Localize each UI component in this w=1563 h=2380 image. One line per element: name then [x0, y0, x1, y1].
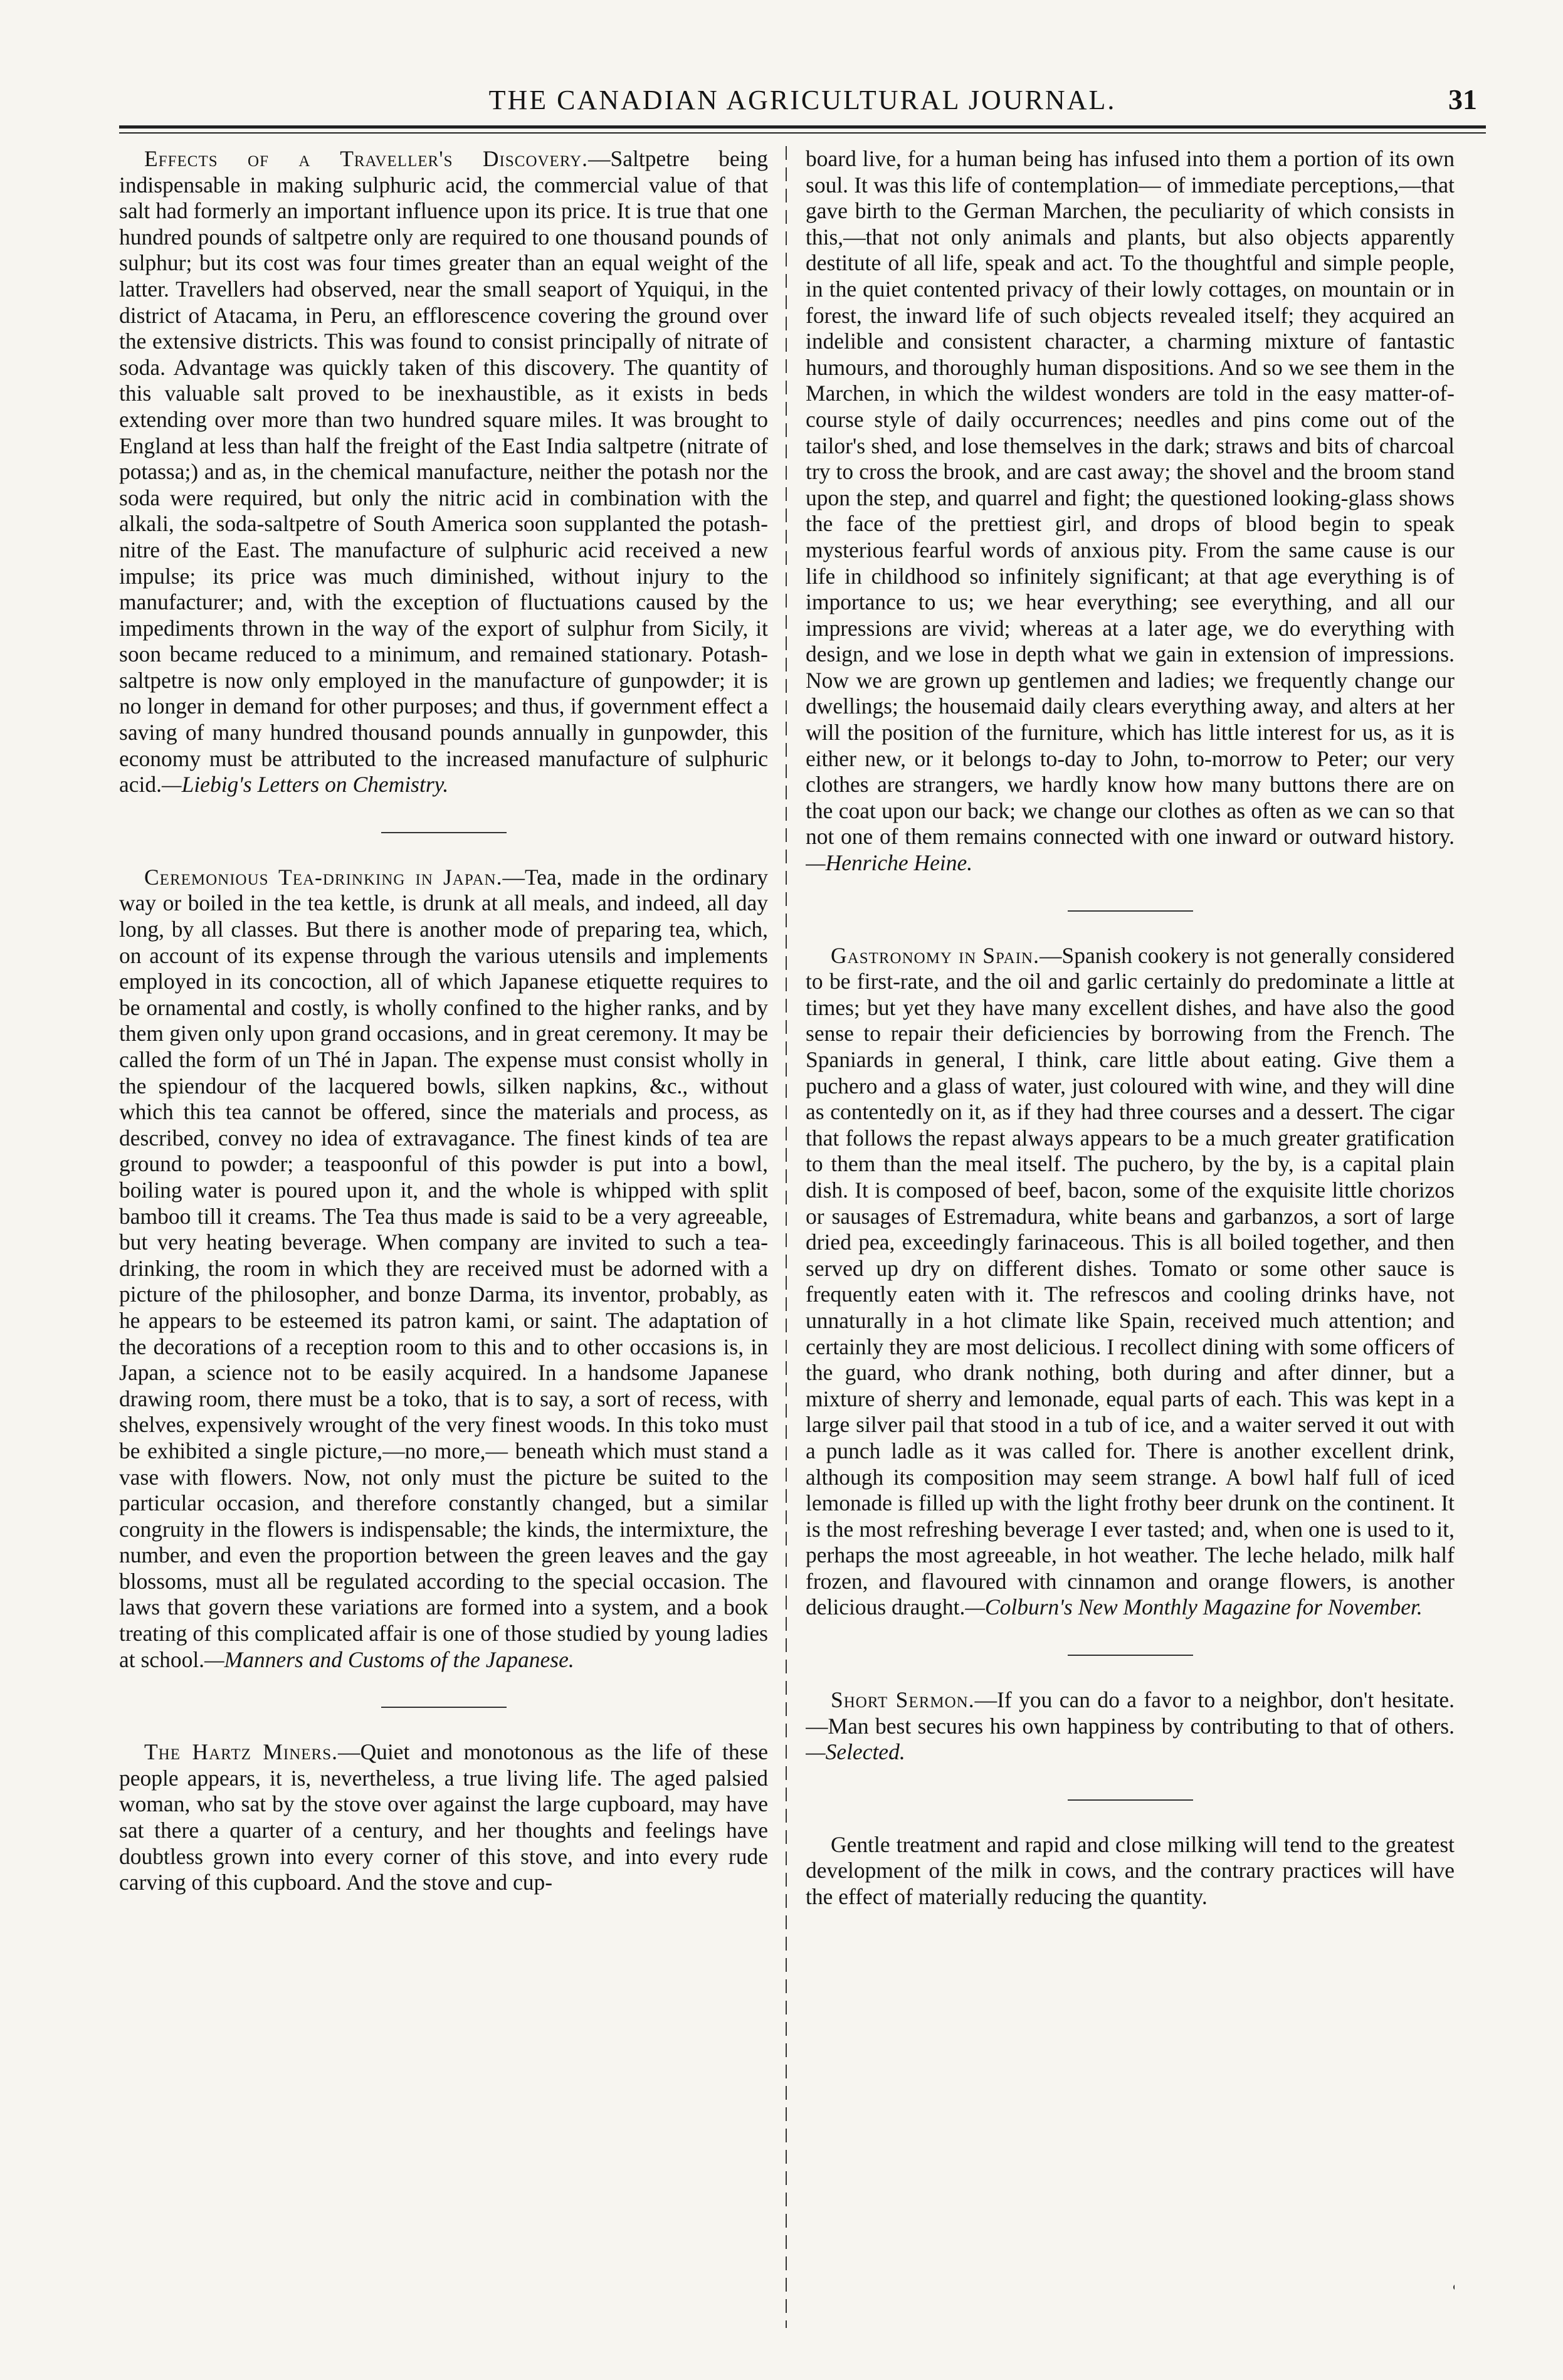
article-short-sermon	[806, 1687, 1455, 1766]
article-separator	[1068, 1655, 1193, 1656]
article-heading: Short Sermon.	[831, 1687, 975, 1713]
article-tea-drinking-japan	[119, 865, 768, 1673]
article-gastronomy-spain	[806, 943, 1455, 1621]
article-separator	[1068, 1799, 1193, 1801]
article-body: —Quiet and monotonous as the life of these people appears, it is, nevertheless, a true living life. The aged palsied woman, who sat by the stove over against the large cupboard, may have sat there a quarter of a century, and her thoughts and feelings have doubtless grown into every corner of this stove, and into every rude carving of this cupboard. And the stove and cup-	[119, 1739, 768, 1895]
header-rule-thin	[119, 132, 1486, 134]
running-title: THE CANADIAN AGRICULTURAL JOURNAL.	[488, 85, 1117, 115]
article-source: —Liebig's Letters on Chemistry.	[162, 772, 449, 798]
article-heading: Effects of a Traveller's Discovery.	[144, 146, 589, 171]
header-rule-thick	[119, 125, 1486, 129]
column-divider	[786, 146, 787, 2328]
article-separator	[1068, 910, 1193, 912]
article-separator	[381, 1707, 507, 1708]
article-heading: Ceremonious Tea-drinking in Japan.	[144, 864, 503, 890]
article-source: —Colburn's New Monthly Magazine for November.	[965, 1594, 1423, 1620]
article-source: —Manners and Customs of the Japanese.	[204, 1646, 574, 1672]
article-effects-travellers-discovery	[119, 146, 768, 798]
article-hartz-miners	[119, 1739, 768, 1896]
article-body: —Saltpetre being indispensable in making sulphuric acid, the commercial value of that salt had formerly an important influence upon its price. It is true that one hundred pounds of saltpetre only are required to one thousand pounds of sulphur; but its cost was four times greater than an equal weight of the latter. Travellers had observed, near the small seaport of Yquiqui, in the district of Atacama, in Peru, an efflorescence covering the ground over the extensive districts. This was found to consist principally of nitrate of soda. Advantage was quickly taken of this discovery. The quantity of this valuable salt proved to be inexhaustible, as it exists in beds extending over more than two hundred square miles. It was brought to England at less than half the freight of the East India saltpetre (nitrate of potassa;) and as, in the chemical manufacture, neither the potash nor the soda were required, but only the nitric acid in combination with the alkali, the soda-saltpetre of South America soon supplanted the potash-nitre of the East. The manufacture of sulphuric acid received a new impulse; its price was much diminished, without injury to the manufacturer; and, with the exception of fluctuations caused by the impediments thrown in the way of the export of sulphur from Sicily, it soon became reduced to a minimum, and remained stationary. Potash-saltpetre is now only employed in the manufacture of gunpowder; it is no longer in demand for other purposes; and thus, if government effect a saving of many hundred thousand pounds annually in gunpowder, this economy must be attributed to the increased manufacture of sulphuric acid.	[119, 146, 768, 798]
right-column	[806, 146, 1455, 2328]
page-number: 31	[1448, 83, 1477, 115]
article-milking-note	[806, 1832, 1455, 1910]
article-source: —Henriche Heine.	[806, 850, 973, 876]
page-header	[119, 63, 1486, 125]
article-separator	[381, 832, 507, 833]
article-source: —Selected.	[806, 1739, 905, 1765]
left-column	[119, 146, 768, 2328]
margin-dot	[1453, 2284, 1455, 2290]
article-heading: Gastronomy in Spain.	[831, 942, 1039, 968]
article-body: board live, for a human being has infused into them a portion of its own soul. It was this life of contemplation— of immediate perceptions,—that gave birth to the German Marchen, the peculiarity of which consists in this,—that not only animals and plants, but also objects apparently destitute of all life, speak and act. To the thoughtful and simple people, in the quiet contented privacy of their lowly cottages, on mountain or in forest, the inward life of such objects revealed itself; they acquired an indelible and consistent character, a charming mixture of fantastic humours, and thoroughly human dispositions. And so we see them in the Marchen, in which the wildest wonders are told in the easy matter-of-course style of daily occurrences; needles and pins come out of the tailor's shed, and lose themselves in the dark; straws and bits of charcoal try to cross the brook, and are cast away; the shovel and the broom stand upon the step, and quarrel and fight; the questioned looking-glass shows the face of the prettiest girl, and drops of blood begin to speak mysterious fearful words of anxious pity. From the same cause is our life in childhood so infinitely significant; at that age everything is of importance to us; we hear everything; see everything, and all our impressions are vivid; whereas at a later age, we do everything with design, and we lose in depth what we gain in extension of impressions. Now we are grown up gentlemen and ladies; we frequently change our dwellings; the housemaid daily clears everything away, and alters at her will the position of the furniture, which has little interest for us, as it is either new, or it belongs to-day to John, to-morrow to Peter; our very clothes are strangers, we hardly know how many buttons there are on the coat upon our back; we change our clothes as often as we can so that not one of them remains connected with one inward or outward history.	[806, 146, 1455, 850]
article-hartz-miners-continued	[806, 146, 1455, 877]
article-body: Gentle treatment and rapid and close milking will tend to the greatest development of the milk in cows, and the contrary practices will have the effect of materially reducing the quantity.	[806, 1831, 1455, 1910]
journal-page	[119, 63, 1486, 2345]
article-body: —Tea, made in the ordinary way or boiled in the tea kettle, is drunk at all meals, and indeed, all day long, by all classes. But there is another mode of preparing tea, which, on account of its expense through the various utensils and implements employed in its concoction, all of which Japanese etiquette requires to be ornamental and costly, is wholly confined to the higher ranks, and by them given only upon grand occasions, and in great ceremony. It may be called the form of un Thé in Japan. The expense must consist wholly in the spiendour of the lacquered bowls, silken napkins, &c., without which this tea cannot be offered, since the materials and process, as described, convey no idea of extravagance. The finest kinds of tea are ground to powder; a teaspoonful of this powder is put into a bowl, boiling water is poured upon it, and the whole is whipped with split bamboo till it creams. The Tea thus made is said to be a very agreeable, but very heating beverage. When company are invited to such a tea-drinking, the room in which they are received must be adorned with a picture of the philosopher, and bonze Darma, its inventor, probably, as he appears to be esteemed its patron kami, or saint. The adaptation of the decorations of a reception room to this and to other occasions is, in Japan, a science not to be easily acquired. In a handsome Japanese drawing room, there must be a toko, that is to say, a sort of recess, with shelves, expensively wrought of the very finest woods. In this toko must be exhibited a single picture,—no more,— beneath which must stand a vase with flowers. Now, not only must the picture be suited to the particular occasion, and therefore constantly changed, but a similar congruity in the flowers is indispensable; the kinds, the intermixture, the number, and even the proportion between the green leaves and the gay blossoms, must all be regulated according to the special occasion. The laws that govern these variations are formed into a system, and a book treating of this complicated affair is one of those studied by young ladies at school.	[119, 864, 768, 1672]
article-body: —Spanish cookery is not generally considered to be first-rate, and the oil and garlic certainly do predominate a little at times; but yet they have many excellent dishes, and have also the good sense to repair their deficiencies by borrowing from the French. The Spaniards in general, I think, care little about eating. Give them a puchero and a glass of water, just coloured with wine, and they will dine as contentedly on it, as if they had three courses and a dessert. The cigar that follows the repast always appears to be a much greater gratification to them than the meal itself. The puchero, by the by, is a capital plain dish. It is composed of beef, bacon, some of the exquisite little chorizos or sausages of Estremadura, white beans and garbanzos, a sort of large dried pea, exceedingly farinaceous. This is all boiled together, and then served up dry on different dishes. Tomato or some other sauce is frequently eaten with it. The refrescos and cooling drinks have, not unnaturally in a hot climate like Spain, received much attention; and certainly they are most delicious. I recollect dining with some officers of the guard, who drank nothing, both during and after dinner, but a mixture of sherry and lemonade, equal parts of each. This was kept in a large silver pail that stood in a tub of ice, and a waiter served it out with a punch ladle as it was called for. There is another excellent drink, although its composition may seem strange. A bowl half full of iced lemonade is filled up with the light frothy beer drunk on the continent. It is the most refreshing beverage I ever tasted; and, when one is used to it, perhaps the most agreeable, in hot weather. The leche helado, milk half frozen, and flavoured with cinnamon and orange flowers, is another delicious draught.	[806, 942, 1455, 1620]
article-body: —If you can do a favor to a neighbor, don't hesitate.—Man best secures his own happiness by contributing to that of others.	[806, 1687, 1455, 1739]
article-heading: The Hartz Miners.	[144, 1739, 338, 1765]
two-column-body	[119, 146, 1486, 2328]
